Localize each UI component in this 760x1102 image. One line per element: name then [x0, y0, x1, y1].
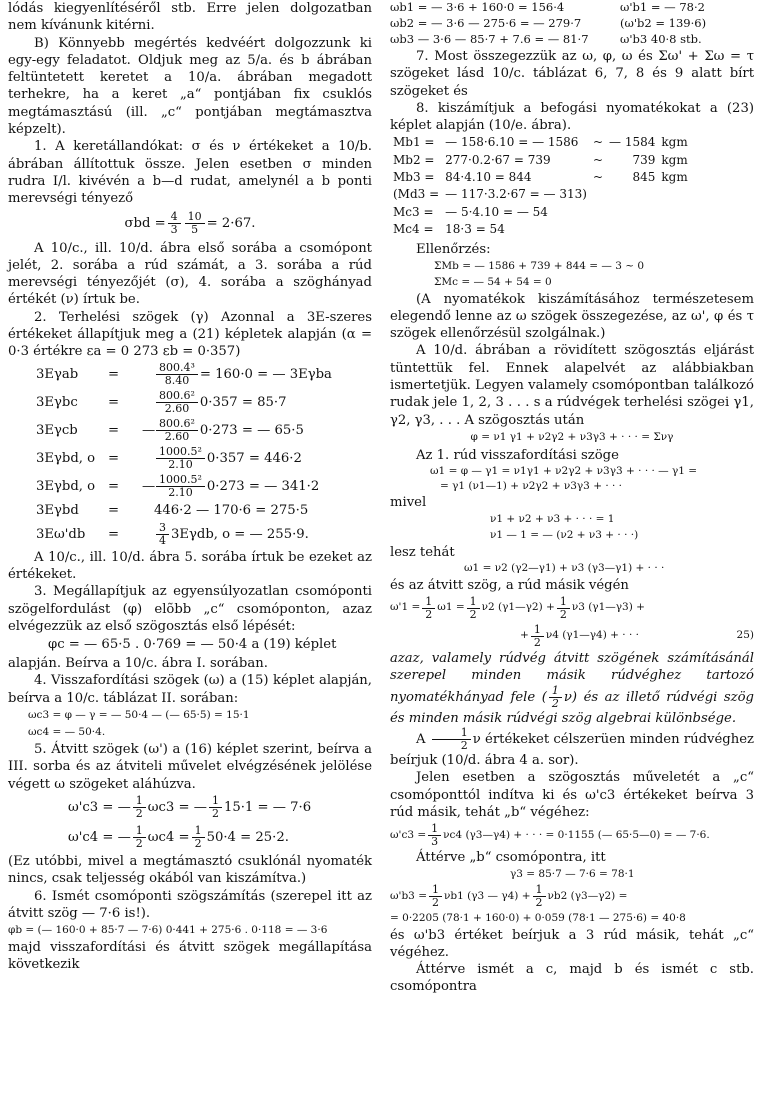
gamma-row — [36, 417, 372, 445]
equation-lhs: ω'c4 = — — [68, 830, 131, 846]
moment-unit: kgm — [661, 170, 688, 185]
gamma-rhs: 0·273 = — 65·5 — [199, 422, 304, 438]
fraction-denominator: 2 — [559, 607, 567, 621]
paragraph-11: Az 1. rúd visszafordítási szöge — [416, 447, 619, 463]
fraction-numerator: 1 — [549, 685, 562, 698]
moment-value: 845 — [632, 170, 656, 185]
paragraph-18: Áttérve ismét a c, majd b és ismét c stb. csomópontra — [390, 962, 754, 995]
gamma-rhs: = 160·0 = — 3Eγba — [199, 366, 332, 382]
equation-sigma-rhs: = 2·67. — [206, 215, 256, 231]
gamma-fraction — [156, 362, 198, 387]
fraction-numerator: 1 — [533, 884, 546, 897]
equation-omega1-b: = γ1 (ν1—1) + ν2γ2 + ν3γ3 + · · · — [440, 480, 623, 493]
equation-lhs: ω'c3 = — [390, 828, 427, 841]
paragraph-14-start: A — [416, 732, 426, 748]
gamma-rhs: 0·357 = 85·7 — [199, 394, 287, 410]
gamma-fraction — [156, 474, 205, 499]
check-label: Ellenőrzés: — [416, 242, 491, 258]
fraction-third — [428, 823, 441, 848]
paragraph-1b: A 10/c., ill. 10/d. ábra első sorába a csomópont jelét, 2. sorába a rúd számát, a 3. sorába a rúd merevségi tényezőjét (σ), 4. sorába a szöghányad értékét (ν) írtuk be. — [8, 240, 372, 308]
omega-row — [390, 16, 754, 32]
moment-unit — [658, 221, 690, 238]
moment-label: (Md3 = — [393, 187, 440, 202]
fraction-denominator: 3 — [431, 834, 439, 848]
equation-omega1-c: ω1 = ν2 (γ2—γ1) + ν3 (γ3—γ1) + · · · — [464, 562, 665, 575]
paragraph-10: A 10/d. ábrában a rövidített szögosztás eljárást tüntettük fel. Ennek alapelvét az alábbiakban ismertetjük. Legyen valamely csomópontban találkozó rudak jele 1, 2, 3 . . . s a rúdvégek terhelési szögei γ1, γ2, γ3, . . . A szögosztás után — [390, 343, 754, 428]
equation-rhs: νc4 (γ3—γ4) + · · · = 0·1155 (— 65·5—0) = — 7·6. — [443, 828, 710, 841]
fraction-numerator: 1000.5² — [156, 446, 205, 459]
fraction-numerator: 800.4³ — [156, 362, 198, 375]
equation-5a — [8, 793, 372, 823]
paragraph-5b: (Ez utóbbi, mivel a megtámasztó csuklónál nyomaték nincs, csak teljesség okából van kiszámítva.) — [8, 853, 372, 887]
equation-sigma — [8, 208, 372, 240]
paragraph-16: Áttérve „b“ csomópontra, itt — [416, 850, 606, 866]
fraction-denominator: 5 — [191, 223, 199, 237]
paragraph-13: azaz, valamely rúdvég átvitt szögének számításánál szerepel minden másik rúdvéghez tartozó nyomatékhányad fele ( $\frac{1}{2}$ ν) és az illető rúdvégi szög és minden másik rúdvégi szög algebrai különbsége. — [390, 651, 754, 726]
equation-omega-c3: ωc3 = φ — γ = — 50·4 — (— 65·5) = 15·1 — [28, 708, 250, 721]
fraction-denominator: 2 — [135, 837, 143, 851]
moment-unit — [658, 186, 690, 203]
omega-right: ω'b1 = — 78·2 — [620, 0, 705, 15]
fraction-numerator: 800.6² — [156, 418, 198, 431]
moment-calc: — 5·4.10 = — 54 — [445, 204, 548, 219]
right-column — [390, 0, 754, 996]
paragraph-2b: A 10/c., ill. 10/d. ábra 5. sorába írtuk be ezeket az értékeket. — [8, 549, 372, 582]
paragraph-17: és ω'b3 értéket beírjuk a 3 rúd másik, tehát „c“ végéhez. — [390, 927, 754, 960]
paragraph-b: B) Könnyebb megértés kedvéért dolgozzunk ki egy-egy feladatot. Oldjuk meg az 5/a. és b ábrában feltüntetett keretet a 10/a. ábrában megadott terhekre, ha a keret „a“ pontjában fix csuklós megtámasztású (ill. „c“ pontjában megtámasztva képzelt). — [8, 35, 372, 138]
gamma-eq: = — [108, 422, 120, 438]
moment-approx — [590, 186, 606, 203]
paragraph-8: 8. kiszámítjuk a befogási nyomatékokat a (23) képlet alapján (10/e. ábra). — [390, 100, 754, 134]
fraction-numerator: 4 — [168, 211, 181, 224]
gamma-eq: = — [108, 526, 120, 542]
moment-label: Mb1 = — [393, 135, 435, 150]
moment-label: Mc4 = — [393, 221, 434, 236]
moment-calc: 277·0.2·67 = 739 — [445, 152, 551, 167]
paragraph-intro: lódás kiegyenlítéséről stb. Erre jelen dolgozatban nem kívánunk kitérni. — [8, 1, 372, 34]
fraction-denominator: 2 — [425, 607, 433, 621]
equation-omega-c3-prime — [390, 821, 754, 849]
equation-omega-c4: ωc4 = — 50·4. — [28, 725, 106, 738]
moment-approx — [590, 204, 606, 221]
equation-25-line2 — [390, 622, 754, 650]
moment-approx: ~ — [592, 170, 604, 185]
gamma-sign: — — [142, 478, 156, 494]
gamma-lhs: 3Eγcb — [36, 422, 78, 438]
gamma-eq: = — [108, 366, 120, 382]
fraction-numerator: 1 — [432, 727, 471, 740]
fraction-denominator: 2.10 — [168, 458, 193, 472]
fraction-half — [531, 624, 544, 649]
gamma-eq: = — [108, 478, 120, 494]
equation-lhs: ω'1 = — [390, 601, 421, 614]
moment-approx: ~ — [592, 152, 604, 167]
moment-approx — [590, 221, 606, 238]
gamma-lhs: 3Eγab — [36, 366, 79, 382]
fraction-numerator: 1 — [133, 795, 146, 808]
gamma-lhs: 3Eγbc — [36, 394, 78, 410]
moment-unit — [658, 204, 690, 221]
equation-25-line1 — [390, 594, 754, 622]
fraction-denominator: 2 — [551, 696, 559, 710]
fraction-4-3 — [168, 211, 181, 236]
equation-lhs: ω'c3 = — — [68, 800, 131, 816]
paragraph-14 — [390, 727, 754, 769]
fraction-half — [133, 825, 146, 850]
fraction-half — [557, 596, 570, 621]
fraction-numerator: 1000.5² — [156, 474, 205, 487]
moment-value — [606, 204, 658, 221]
gamma-rhs: 0·357 = 446·2 — [206, 450, 302, 466]
omega-row — [390, 32, 754, 48]
equation-mid: ωc4 = — [147, 830, 190, 846]
moment-row — [390, 134, 691, 151]
paragraph-14-end: értékeket célszerüen minden rúdvéghez beírjuk (10/d. ábra 4 a. sor). — [390, 732, 754, 769]
paragraph-2: 2. Terhelési szögek (γ) Azonnal a 3E-szeres értékeket állapítjuk meg a (21) képletek alapján (α = 0·3 értékre εa = 0 273 εb = 0·357) — [8, 309, 372, 360]
paragraph-1: 1. A keretállandókat: σ és ν értékeket a 10/b. ábrában állítottuk össze. Jelen esetben σ minden rudra I/l. kivévén a b—d rudat, amelynél a b ponti merevségi tényező — [8, 139, 372, 207]
paragraph-9: (A nyomatékok kiszámításához természetesem elegendő lenne az ω szögek összegezése, az ω', φ és τ szögek ellenőrzésül szolgálnak.) — [390, 291, 754, 342]
gamma-row — [36, 445, 372, 473]
gamma-rhs: 3Eγdb, o = — 255·9. — [171, 526, 309, 542]
left-column — [8, 0, 372, 974]
equation-gamma3: γ3 = 85·7 — 7·6 = 78·1 — [510, 867, 635, 880]
gamma-lhs: 3Eω'db — [36, 526, 86, 542]
fraction-numerator: 1 — [531, 624, 544, 637]
fraction-numerator: 1 — [209, 795, 222, 808]
moment-value — [606, 221, 658, 238]
fraction-numerator: 1 — [192, 825, 205, 838]
gamma-fraction — [156, 418, 198, 443]
equation-rhs: 15·1 = — 7·6 — [223, 800, 312, 816]
fraction-half — [429, 884, 442, 909]
fraction-half — [192, 825, 205, 850]
moment-label: Mc3 = — [393, 204, 434, 219]
paragraph-13-start: azaz, valamely rúdvég átvitt szögének számításánál szerepel minden másik rúdvéghez tartozó nyomatékhányad fele — [390, 651, 754, 705]
equation-omega-b3-value: = 0·2205 (78·1 + 160·0) + 0·059 (78·1 — 275·6) = 40·8 — [390, 911, 686, 924]
equation-nu-diff: ν1 — 1 = — (ν2 + ν3 + · · ·) — [490, 528, 639, 541]
moment-value — [606, 186, 658, 203]
fraction-denominator: 2 — [469, 607, 477, 621]
check-equation-c: ΣMc = — 54 + 54 = 0 — [434, 275, 552, 288]
fraction-denominator: 2 — [432, 896, 439, 909]
moment-row — [390, 204, 691, 221]
gamma-eq: = — [108, 450, 120, 466]
paragraph-13-end: és az illető rúdvégi szög és minden másik rúdvégi szög algebrai különbsége. — [390, 689, 754, 726]
fraction-numerator: 1 — [429, 884, 442, 897]
equation-term: + — [520, 629, 529, 642]
equation-lhs: ω'b3 = — [390, 889, 427, 902]
fraction-denominator: 2 — [211, 807, 219, 821]
omega-left: ωb1 = — 3·6 + 160·0 = 156·4 — [390, 0, 565, 15]
fraction-numerator: 10 — [185, 211, 205, 224]
fraction-half — [432, 727, 471, 752]
nu-symbol: ν — [563, 689, 572, 705]
equation-mid: νb1 (γ3 — γ4) + — [444, 889, 531, 902]
fraction-numerator: 800.6² — [156, 390, 198, 403]
moment-approx: ~ — [592, 135, 604, 150]
gamma-lhs: 3Eγbd, o — [36, 478, 96, 494]
equation-mid: ωc3 = — — [147, 800, 207, 816]
omega-left: ωb3 — 3·6 — 85·7 + 7.6 = — 81·7 — [390, 32, 589, 47]
moment-calc: — 158·6.10 = — 1586 — [445, 135, 579, 150]
equation-nu-sum: ν1 + ν2 + ν3 + · · · = 1 — [490, 512, 615, 525]
equation-term: ν4 (γ1—γ4) + · · · — [545, 629, 639, 642]
fraction-half — [467, 596, 480, 621]
moment-unit: kgm — [661, 152, 688, 167]
fraction-numerator: 1 — [467, 596, 480, 609]
gamma-equations — [8, 361, 372, 549]
equation-6: φb = (— 160·0 + 85·7 — 7·6) 0·441 + 275·6 . 0·118 = — 3·6 — [8, 923, 328, 936]
gamma-sign: — — [142, 422, 156, 438]
gamma-lhs: 3Eγbd, o — [36, 450, 96, 466]
equation-term: ν3 (γ1—γ3) + — [571, 601, 645, 614]
omega-row — [390, 0, 754, 16]
moment-row — [390, 169, 691, 186]
gamma-rhs: 446·2 — 170·6 = 275·5 — [154, 502, 309, 518]
equation-omega-b3-prime — [390, 883, 754, 911]
fraction-numerator: 1 — [428, 823, 441, 836]
paragraph-6b: majd visszafordítási és átvitt szögek megállapítása következik — [8, 940, 372, 973]
fraction-half — [533, 884, 546, 909]
gamma-row — [36, 501, 372, 521]
fraction-denominator: 2 — [533, 635, 541, 649]
moment-row — [390, 186, 691, 203]
fraction-numerator: 1 — [557, 596, 570, 609]
omega-right: ω'b3 40·8 stb. — [620, 32, 702, 47]
paragraph-6: 6. Ismét csomóponti szögszámítás (szerepel itt az átvitt szög — 7·6 is!). — [8, 888, 372, 921]
gamma-fraction — [156, 446, 205, 471]
moment-value: 739 — [632, 152, 656, 167]
moment-label: Mb2 = — [393, 152, 435, 167]
moment-calc: 18·3 = 54 — [445, 221, 505, 236]
gamma-fraction — [156, 390, 198, 415]
fraction-denominator: 8.40 — [164, 374, 190, 388]
equation-term: ω1 = — [437, 601, 465, 614]
fraction-denominator: 2 — [460, 739, 468, 753]
equation-5b — [8, 823, 372, 853]
gamma-eq: = — [108, 394, 120, 410]
equation-rhs: 50·4 = 25·2. — [206, 830, 289, 846]
equation-omega1-a: ω1 = φ — γ1 = ν1γ1 + ν2γ2 + ν3γ3 + · · · — γ1 = — [430, 465, 698, 478]
fraction-half — [133, 795, 146, 820]
fraction-numerator: 1 — [422, 596, 435, 609]
paragraph-12: és az átvitt szög, a rúd másik végén — [390, 577, 629, 593]
label-lesz: lesz tehát — [390, 544, 455, 560]
gamma-row — [36, 389, 372, 417]
fraction-numerator: 3 — [156, 522, 169, 535]
paragraph-3: 3. Megállapítjuk az egyensúlyozatlan csomóponti szögelfordulást (φ) elõbb „c“ csomóponton, azaz elvégezzük az első szögosztás első lépését: — [8, 584, 372, 634]
fraction-half — [549, 685, 562, 710]
gamma-row — [36, 361, 372, 389]
paragraph-5: 5. Átvitt szögek (ω') a (16) képlet szerint, beírva a III. sorba és az átviteli művelet elvégzésének jelölése végett ω szögeket aláhúzva. — [8, 742, 372, 792]
moment-table — [390, 134, 691, 238]
gamma-row — [36, 521, 372, 549]
gamma-lhs: 3Eγbd — [36, 502, 79, 518]
omega-left: ωb2 = — 3·6 — 275·6 = — 279·7 — [390, 16, 582, 31]
fraction-denominator: 2.60 — [164, 402, 190, 416]
check-equation-b: ΣMb = — 1586 + 739 + 844 = — 3 ~ 0 — [434, 259, 645, 272]
fraction-half — [422, 596, 435, 621]
moment-calc: — 117·3.2·67 = — 313) — [445, 187, 587, 202]
moment-unit: kgm — [661, 135, 688, 150]
fraction-denominator: 4 — [159, 534, 166, 548]
fraction-denominator: 2 — [135, 807, 143, 821]
moment-row — [390, 152, 691, 169]
paragraph-7: 7. Most összegezzük az ω, φ, ω és Σω' + Σω = τ szögeket lásd 10/c. táblázat 6, 7, 8 és 9 alatt bírt szögeket és — [390, 49, 754, 99]
gamma-row — [36, 473, 372, 501]
fraction-numerator: 1 — [133, 825, 146, 838]
gamma-fraction — [156, 522, 169, 547]
gamma-eq: = — [108, 502, 120, 518]
fraction-denominator: 2.60 — [164, 430, 190, 444]
equation-phi-c: φc = — 65·5 . 0·769 = — 50·4 a (19) képlet — [48, 637, 337, 653]
moment-label: Mb3 = — [393, 170, 435, 185]
fraction-denominator: 2 — [535, 896, 543, 909]
equation-sigma-lhs: σbd = — [124, 215, 166, 231]
fraction-denominator: 2.10 — [168, 486, 193, 500]
equation-rhs: νb2 (γ3—γ2) = — [547, 889, 628, 902]
omega-b-rows — [390, 0, 754, 48]
paragraph-4: 4. Visszafordítási szögek (ω) a (15) képlet alapján, beírva a 10/c. táblázat II. sorában: — [8, 673, 372, 706]
moment-row — [390, 221, 691, 238]
moment-calc: 84·4.10 = 844 — [445, 170, 532, 185]
equation-number: 25) — [736, 629, 754, 642]
paragraph-3b: alapján. Beírva a 10/c. ábra I. sorában. — [8, 656, 268, 672]
fraction-half — [209, 795, 222, 820]
nu-symbol: ν — [472, 732, 481, 748]
fraction-denominator: 2 — [194, 837, 202, 851]
equation-phi-sum: φ = ν1 γ1 + ν2γ2 + ν3γ3 + · · · = Σνγ — [470, 431, 674, 444]
label-mivel: mivel — [390, 495, 427, 511]
equation-term: ν2 (γ1—γ2) + — [481, 601, 555, 614]
fraction-10-5 — [185, 211, 205, 236]
moment-value: — 1584 — [609, 135, 656, 150]
fraction-denominator: 3 — [170, 223, 178, 237]
gamma-rhs: 0·273 = — 341·2 — [206, 478, 320, 494]
paragraph-15: Jelen esetben a szögosztás műveletét a „c“ csomóponttól indítva ki és ω'c3 értékeket beírva 3 rúd másik, tehát „b“ végéhez: — [390, 770, 754, 820]
omega-right: (ω'b2 = 139·6) — [620, 16, 707, 31]
